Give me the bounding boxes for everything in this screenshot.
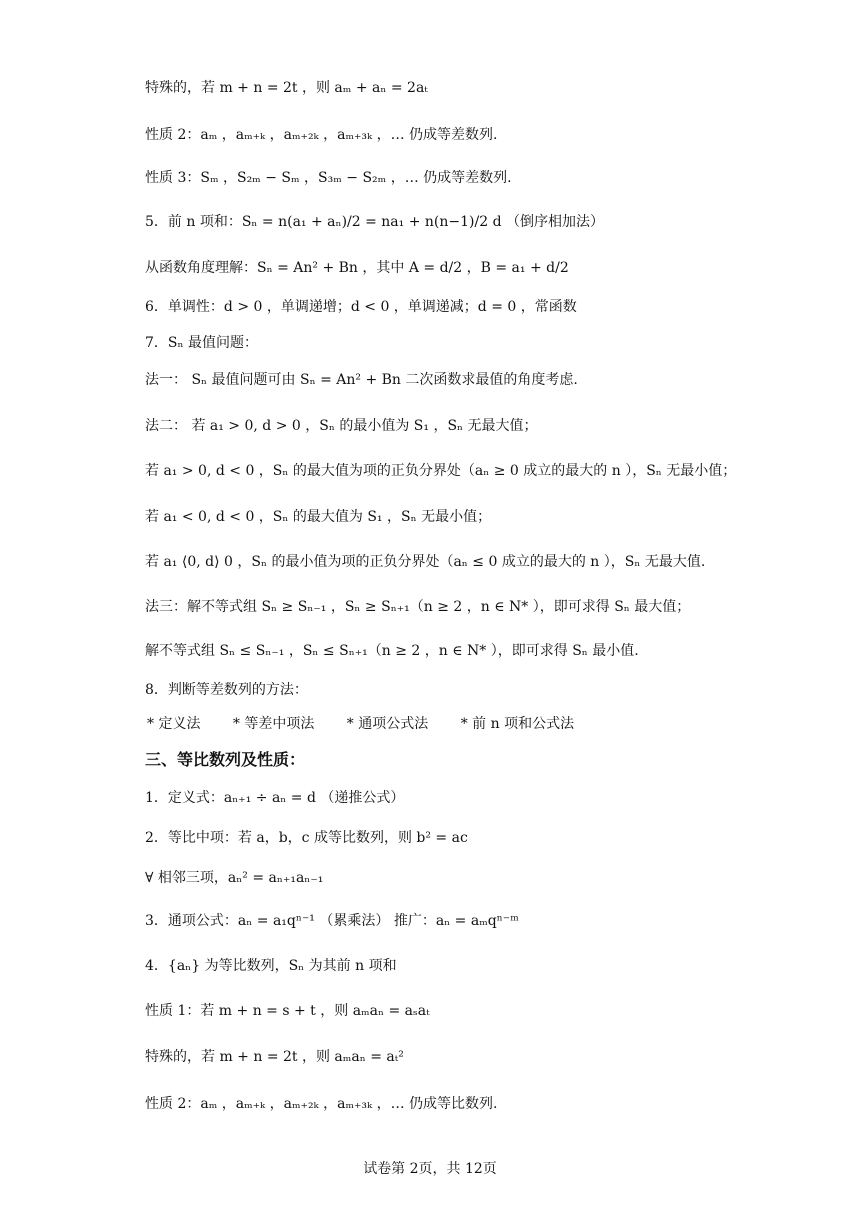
text-line: 若 a₁ > 0, d < 0 ，Sₙ 的最大值为项的正负分界处（aₙ ≥ 0 成立的最大的 n ），Sₙ 无最小值； bbox=[145, 463, 737, 479]
text-line: 3．通项公式：aₙ = a₁qⁿ⁻¹ （累乘法） 推广：aₙ = aₘqⁿ⁻ᵐ bbox=[145, 913, 519, 929]
text-line: 性质 3：Sₘ ，S₂ₘ − Sₘ ，S₃ₘ − S₂ₘ ，… 仍成等差数列. bbox=[145, 170, 512, 186]
text-line: 法三：解不等式组 Sₙ ≥ Sₙ₋₁ ，Sₙ ≥ Sₙ₊₁（n ≥ 2 ，n ∈ N* ），即可求得 Sₙ 最大值； bbox=[145, 599, 691, 615]
text-line: 若 a₁ < 0, d < 0 ，Sₙ 的最大值为 S₁ ，Sₙ 无最小值； bbox=[145, 509, 492, 525]
text-line: 性质 1：若 m + n = s + t ，则 aₘaₙ = aₛaₜ bbox=[145, 1003, 430, 1019]
text-line: * 定义法 * 等差中项法 * 通项公式法 * 前 n 项和公式法 bbox=[147, 716, 575, 732]
text-line: 8．判断等差数列的方法： bbox=[145, 682, 308, 698]
text-line: 特殊的，若 m + n = 2t ，则 aₘ + aₙ = 2aₜ bbox=[145, 80, 428, 96]
text-line: 从函数角度理解：Sₙ = An² + Bn ，其中 A = d/2 ，B = a₁ + d/2 bbox=[145, 260, 569, 276]
text-line: 5．前 n 项和：Sₙ = n(a₁ + aₙ)/2 = na₁ + n(n−1)/2 d （倒序相加法） bbox=[145, 214, 604, 230]
text-line: 6．单调性：d > 0 ，单调递增；d < 0 ，单调递减；d = 0 ，常函数 bbox=[145, 299, 577, 315]
text-line: 解不等式组 Sₙ ≤ Sₙ₋₁ ，Sₙ ≤ Sₙ₊₁（n ≥ 2 ，n ∈ N* ），即可求得 Sₙ 最小值. bbox=[145, 643, 639, 659]
text-line: 性质 2：aₘ ，aₘ₊ₖ ，aₘ₊₂ₖ ，aₘ₊₃ₖ ，… 仍成等差数列. bbox=[145, 127, 498, 143]
text-line: 4．{aₙ} 为等比数列，Sₙ 为其前 n 项和 bbox=[145, 958, 397, 974]
text-line: 法二： 若 a₁ > 0, d > 0 ，Sₙ 的最小值为 S₁ ，Sₙ 无最大值； bbox=[145, 418, 538, 434]
text-line: ∀ 相邻三项，aₙ² = aₙ₊₁aₙ₋₁ bbox=[145, 870, 324, 886]
text-line: 性质 2：aₘ ，aₘ₊ₖ ，aₘ₊₂ₖ ，aₘ₊₃ₖ ，… 仍成等比数列. bbox=[145, 1096, 498, 1112]
text-line: 特殊的，若 m + n = 2t ，则 aₘaₙ = aₜ² bbox=[145, 1049, 404, 1065]
text-line: 2．等比中项：若 a，b，c 成等比数列，则 b² = ac bbox=[145, 830, 468, 846]
text-line: 若 a₁ ⟨0, d⟩ 0 ，Sₙ 的最小值为项的正负分界处（aₙ ≤ 0 成立的最大的 n ），Sₙ 无最大值. bbox=[145, 554, 706, 570]
text-line: 法一： Sₙ 最值问题可由 Sₙ = An² + Bn 二次函数求最值的角度考虑. bbox=[145, 372, 578, 388]
text-line: 7．Sₙ 最值问题： bbox=[145, 335, 259, 351]
section-heading: 三、等比数列及性质： bbox=[145, 750, 306, 769]
text-line: 1．定义式：aₙ₊₁ ÷ aₙ = d （递推公式） bbox=[145, 790, 405, 806]
page-footer: 试卷第 2页，共 12页 bbox=[363, 1161, 497, 1177]
